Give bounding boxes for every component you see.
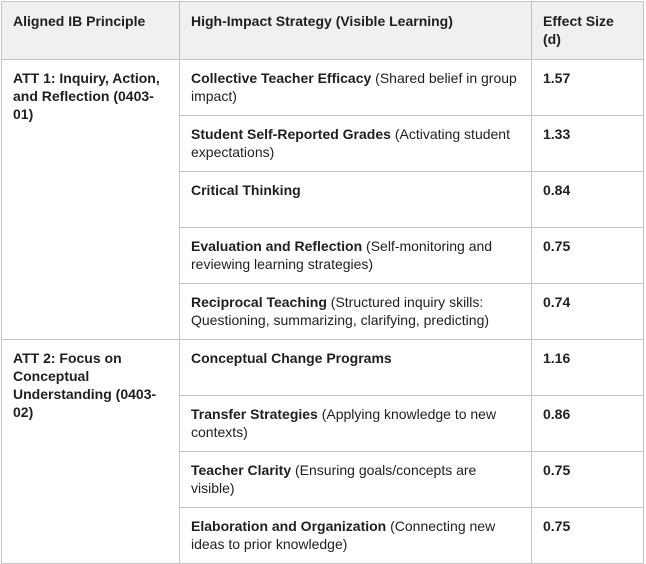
strategy-description: (Structured inquiry skills: Questioning, summarizing, clarifying, predicting) [191, 294, 490, 328]
strategy-cell [180, 508, 532, 564]
strategy-cell [180, 452, 532, 508]
principle-cell: ATT 2: Focus on Conceptual Understanding (0403-02) [2, 340, 180, 564]
strategy-description: (Shared belief in group impact) [191, 70, 517, 104]
strategy-cell [180, 116, 532, 172]
strategy-name: Teacher Clarity [191, 462, 292, 478]
table-header [2, 2, 644, 60]
effect-size-cell: 0.86 [532, 396, 644, 452]
strategy-name: Conceptual Change Programs [191, 350, 392, 366]
strategy-description: (Self-monitoring and reviewing learning strategies) [191, 238, 493, 272]
strategy-cell [180, 396, 532, 452]
strategy-cell [180, 172, 532, 228]
effect-size-cell: 1.16 [532, 340, 644, 396]
effect-size-cell: 0.75 [532, 452, 644, 508]
effect-size-cell: 0.75 [532, 228, 644, 284]
strategy-cell [180, 60, 532, 116]
principle-cell: ATT 1: Inquiry, Action, and Reflection (0403-01) [2, 60, 180, 340]
header-principle: Aligned IB Principle [2, 2, 180, 60]
strategy-cell [180, 284, 532, 340]
effect-size-cell: 0.84 [532, 172, 644, 228]
effect-size-cell: 1.57 [532, 60, 644, 116]
strategy-name: Collective Teacher Efficacy [191, 70, 372, 86]
table-body [2, 60, 644, 564]
strategy-table [1, 1, 644, 564]
strategy-name: Reciprocal Teaching [191, 294, 327, 310]
strategy-cell [180, 340, 532, 396]
header-effect-size: Effect Size (d) [532, 2, 644, 60]
strategy-description: (Activating student expectations) [191, 126, 510, 160]
strategy-name: Elaboration and Organization [191, 518, 387, 534]
table-row [2, 60, 644, 116]
effect-size-cell: 0.74 [532, 284, 644, 340]
strategy-name: Critical Thinking [191, 182, 301, 198]
header-row [2, 2, 644, 60]
table-row [2, 340, 644, 396]
strategy-cell [180, 228, 532, 284]
strategy-name: Transfer Strategies [191, 406, 318, 422]
effect-size-cell: 0.75 [532, 508, 644, 564]
effect-size-cell: 1.33 [532, 116, 644, 172]
strategy-description: (Connecting new ideas to prior knowledge) [191, 518, 496, 552]
strategy-name: Evaluation and Reflection [191, 238, 363, 254]
strategy-description: (Ensuring goals/concepts are visible) [191, 462, 477, 496]
strategy-name: Student Self-Reported Grades [191, 126, 391, 142]
header-strategy: High-Impact Strategy (Visible Learning) [180, 2, 532, 60]
strategy-description: (Applying knowledge to new contexts) [191, 406, 497, 440]
